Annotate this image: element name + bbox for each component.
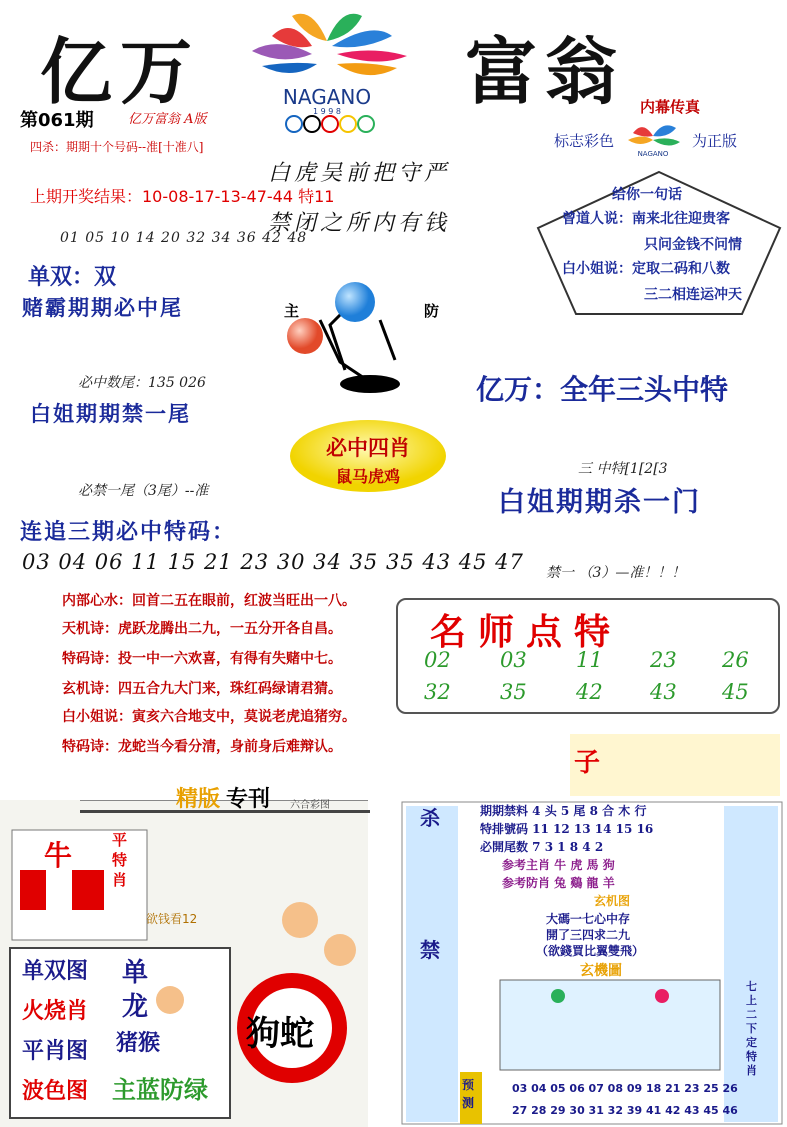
green-balloon-icon — [551, 989, 565, 1003]
zi-char: 子 — [574, 748, 601, 778]
baijie-ban-tail: 白姐期期禁一尾 — [30, 401, 191, 426]
poem-line: 特码诗：龙蛇当今看分清，身前身后难辩认。 — [62, 739, 342, 755]
neimu-title: 内幕传真 — [640, 98, 701, 116]
title-right: 富翁 — [465, 29, 626, 114]
side-text: 七上二下定特肖 — [746, 980, 757, 1077]
bijin-tail: 必禁一尾（3尾）--准 — [78, 483, 209, 499]
pentagon-title: 给你一句话 — [612, 187, 682, 203]
mid-bottom: 主蓝防绿 — [112, 1076, 208, 1104]
yuce-label: 预测 — [462, 1078, 475, 1110]
mingshi-number: 02 — [424, 648, 451, 672]
poem-line: 玄机诗：四五合九大门来，珠红码绿请君猜。 — [62, 681, 342, 697]
numbers-row-2: 03 04 06 11 15 21 23 30 34 35 35 43 45 47 — [22, 550, 524, 574]
left-col-item: 火烧肖 — [22, 999, 89, 1024]
poem-line: 内部心水：回首二五在眼前，红波当旺出一八。 — [62, 593, 356, 609]
bottom-right-line: 特排號码 11 12 13 14 15 16 — [480, 822, 654, 836]
flower-petals-icon — [252, 14, 407, 75]
sixiao-list: 鼠马虎鸡 — [335, 467, 400, 486]
jin-char: 禁 — [420, 938, 440, 962]
child-figure-icon — [282, 902, 318, 938]
bottom-left-panel — [0, 800, 368, 1127]
odd-even: 单双：双 — [28, 264, 117, 290]
olympic-rings-icon — [286, 116, 374, 132]
xuanji-line: （欲錢買比翼雙飛） — [536, 944, 645, 958]
xuanji-title: 玄機圖 — [580, 963, 622, 979]
mingshi-number: 42 — [576, 680, 603, 704]
bottom-right-line: 参考防肖 兔 鷄 龍 羊 — [502, 876, 615, 890]
logo-year: 1 9 9 8 — [313, 107, 341, 116]
pentagon-line: 白小姐说：定取二码和八数 — [562, 261, 730, 277]
left-col-item: 平肖图 — [22, 1039, 89, 1064]
issue-number: 第061期 — [20, 110, 94, 131]
numbers-row-1: 01 05 10 14 20 32 34 36 42 48 — [60, 230, 308, 246]
grid-row: 03 04 05 06 07 08 09 18 21 23 25 26 — [512, 1082, 738, 1095]
mingshi-number: 43 — [650, 680, 677, 704]
mid-col-item: 单 — [122, 958, 149, 988]
neimu-left: 标志彩色 — [554, 132, 615, 150]
poem-line: 白小姐说：寅亥六合地支中，莫说老虎追猪穷。 — [62, 709, 356, 725]
yiwan-motto: 亿万：全年三头中特 — [476, 373, 729, 406]
poem-line-2: 禁闭之所内有钱 — [268, 211, 451, 236]
bizhong-tail: 必中数尾：135 026 — [78, 375, 206, 391]
nagano-logo — [232, 6, 422, 136]
small-logo-text: NAGANO — [637, 150, 669, 158]
xuanji-line: 開了三四求二九 — [546, 928, 631, 942]
lianzhui-heading: 连追三期必中特码： — [20, 519, 237, 545]
pingte-side-text: 平特肖 — [112, 831, 128, 889]
dubawang-tail: 赌霸期期必中尾 — [22, 295, 183, 320]
issue-tag: 亿万富翁 A版 — [128, 112, 207, 127]
last-result: 上期开奖结果：10-08-17-13-47-44 特11 — [30, 187, 335, 206]
left-col-item: 波色图 — [22, 1079, 89, 1104]
bottom-right-panel — [396, 730, 787, 1127]
pink-balloon-icon — [655, 989, 669, 1003]
mingshi-number: 45 — [722, 680, 749, 704]
xuanji-line: 大碼一七心中存 — [546, 912, 631, 926]
issue-subline: 四杀：期期十个号码--准[十准八] — [30, 140, 204, 154]
neimu-right: 为正版 — [692, 132, 738, 150]
mingshi-number: 35 — [500, 680, 527, 704]
fang-label: 防 — [424, 302, 440, 320]
small-logo-icon — [618, 118, 688, 162]
san-zhongte: 三 中特[1[2[3 — [578, 461, 668, 477]
zhuankan-word: 专刊 — [226, 787, 271, 812]
jinyi: 禁一 （3）—准！！！ — [546, 565, 686, 581]
xuanji-label: 玄机图 — [594, 894, 631, 908]
mid-col-item: 猪猴 — [116, 1031, 161, 1056]
logo-text: NAGANO — [282, 85, 372, 109]
niu-char: 牛 — [44, 839, 73, 872]
balls-diagram — [270, 270, 450, 430]
left-col-item: 单双图 — [22, 959, 89, 984]
bottom-right-line: 必開尾数 7 3 1 8 4 2 — [480, 840, 604, 854]
poem-line: 天机诗：虎跃龙腾出二九，一五分开各自昌。 — [62, 621, 342, 637]
mingshi-number: 11 — [576, 648, 603, 672]
poem-line: 特码诗：投一中一六欢喜，有得有失赌中七。 — [62, 651, 342, 667]
mingshi-number: 23 — [650, 648, 677, 672]
mid-col-item: 龙 — [122, 992, 149, 1022]
sha-char: 杀 — [420, 806, 440, 830]
mingshi-number: 26 — [722, 648, 749, 672]
mingshi-title: 名师点特 — [430, 611, 623, 653]
mingshi-number: 32 — [424, 680, 451, 704]
mingshi-number: 03 — [500, 648, 527, 672]
pentagon-line: 只问金钱不问情 — [644, 237, 742, 253]
grid-row: 27 28 29 30 31 32 39 41 42 43 45 46 — [512, 1104, 738, 1117]
sha-badge: 欲钱看12 — [146, 912, 198, 926]
baijie-sha: 白姐期期杀一门 — [498, 487, 701, 518]
monk-figure-icon — [156, 986, 184, 1014]
zhu-label: 主 — [284, 302, 300, 320]
big-text: 狗蛇 — [246, 1014, 314, 1054]
red-ball-icon — [287, 318, 323, 354]
black-base-icon — [340, 375, 400, 393]
blue-ball-icon — [335, 282, 375, 322]
pentagon-line: 三二相连运冲天 — [644, 287, 742, 303]
pentagon-line: 曾道人说：南来北往迎贵客 — [562, 211, 730, 227]
bottom-right-line: 期期禁料 4 头 5 尾 8 合 木 行 — [480, 804, 647, 818]
bottom-right-line: 参考主肖 牛 虎 馬 狗 — [502, 858, 615, 872]
poem-line-1: 白虎吴前把守严 — [268, 161, 451, 186]
title-left: 亿万 — [40, 29, 201, 114]
sixiao-title: 必中四肖 — [326, 436, 410, 460]
liuhe-word: 六合彩图 — [290, 800, 330, 811]
jingban-word: 精版 — [176, 787, 221, 812]
